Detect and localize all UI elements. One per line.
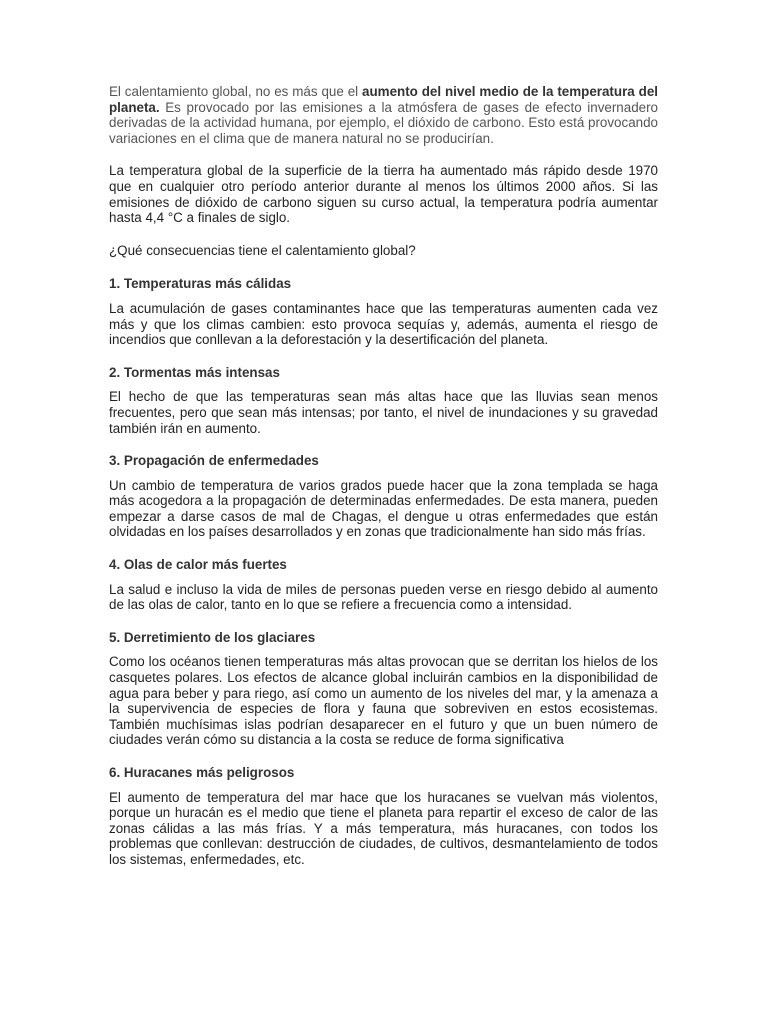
section-body: La acumulación de gases contaminantes hace que las temperaturas aumenten cada vez más y que los climas cambien: esto provoca sequías y, además, aumenta el riesgo de incendios que conllevan a la deforestación y la desertificación del planeta. xyxy=(109,300,658,348)
section-heading: 3. Propagación de enfermedades xyxy=(109,453,319,469)
section-body: El aumento de temperatura del mar hace que los huracanes se vuelvan más violentos, porque un huracán es el medio que tiene el planeta para repartir el exceso de calor de las zonas cálidas a las más frías. Y a más temperatura, más huracanes, con todos los problemas que conllevan: destrucción de ciudades, de cultivos, desmantelamiento de todos los sistemas, enfermedades, etc. xyxy=(109,789,658,867)
section-heading: 5. Derretimiento de los glaciares xyxy=(109,629,316,645)
section-body: Un cambio de temperatura de varios grados puede hacer que la zona templada se haga más acogedora a la propagación de determinadas enfermedades. De esta manera, pueden empezar a darse casos de mal de Chagas, el dengue u otras enfermedades que están olvidadas en los países desarrollados y en zonas que tradicionalmente han sido más frías. xyxy=(109,477,658,540)
section-heat-waves xyxy=(109,557,658,613)
section-warmer-temperatures xyxy=(109,276,658,347)
section-heading: 6. Huracanes más peligrosos xyxy=(109,765,295,780)
document-page xyxy=(109,84,658,885)
section-heading: 1. Temperaturas más cálidas xyxy=(109,276,292,292)
section-heading: 4. Olas de calor más fuertes xyxy=(109,557,287,573)
section-disease-spread xyxy=(109,453,658,540)
intro-text-start: El calentamiento global, no es más que el xyxy=(109,84,363,99)
section-body: El hecho de que las temperaturas sean más altas hace que las lluvias sean menos frecuentes, pero que sean más intensas; por tanto, el nivel de inundaciones y su gravedad también irán en aumento. xyxy=(109,389,658,436)
section-heading: 2. Tormentas más intensas xyxy=(109,364,280,380)
section-dangerous-hurricanes xyxy=(109,765,658,868)
intro-text-end: Es provocado por las emisiones a la atmósfera de gases de efecto invernadero derivadas de la actividad humana, por ejemplo, el dióxido de carbono. Esto está provocando variaciones en el clima que de manera natural no se producirían. xyxy=(109,99,658,146)
section-body: La salud e incluso la vida de miles de personas pueden verse en riesgo debido al aumento de las olas de calor, tanto en lo que se refiere a frecuencia como a intensidad. xyxy=(109,581,658,613)
intro-paragraph-2: La temperatura global de la superficie de la tierra ha aumentado más rápido desde 1970 que en cualquier otro período anterior durante al menos los últimos 2000 años. Si las emisiones de dióxido de carbono siguen su curso actual, la temperatura podría aumentar hasta 4,4 °C a finales de siglo. xyxy=(109,163,658,226)
intro-paragraph-1 xyxy=(109,84,658,146)
section-glacier-melting xyxy=(109,630,658,748)
intro-bold-definition: aumento del nivel medio de la temperatura del planeta. xyxy=(109,84,658,115)
consequences-question: ¿Qué consecuencias tiene el calentamiento global? xyxy=(109,242,416,258)
section-body: Como los océanos tienen temperaturas más altas provocan que se derritan los hielos de los casquetes polares. Los efectos de alcance global incluirán cambios en la disponibilidad de agua para beber y para riego, así como un aumento de los niveles del mar, y la amenaza a la supervivencia de especies de flora y fauna que sobreviven en estos ecosistemas. También muchísimas islas podrían desaparecer en el futuro y que un buen número de ciudades verán cómo su distancia a la costa se reduce de forma significativa xyxy=(109,654,658,748)
section-intense-storms xyxy=(109,365,658,436)
